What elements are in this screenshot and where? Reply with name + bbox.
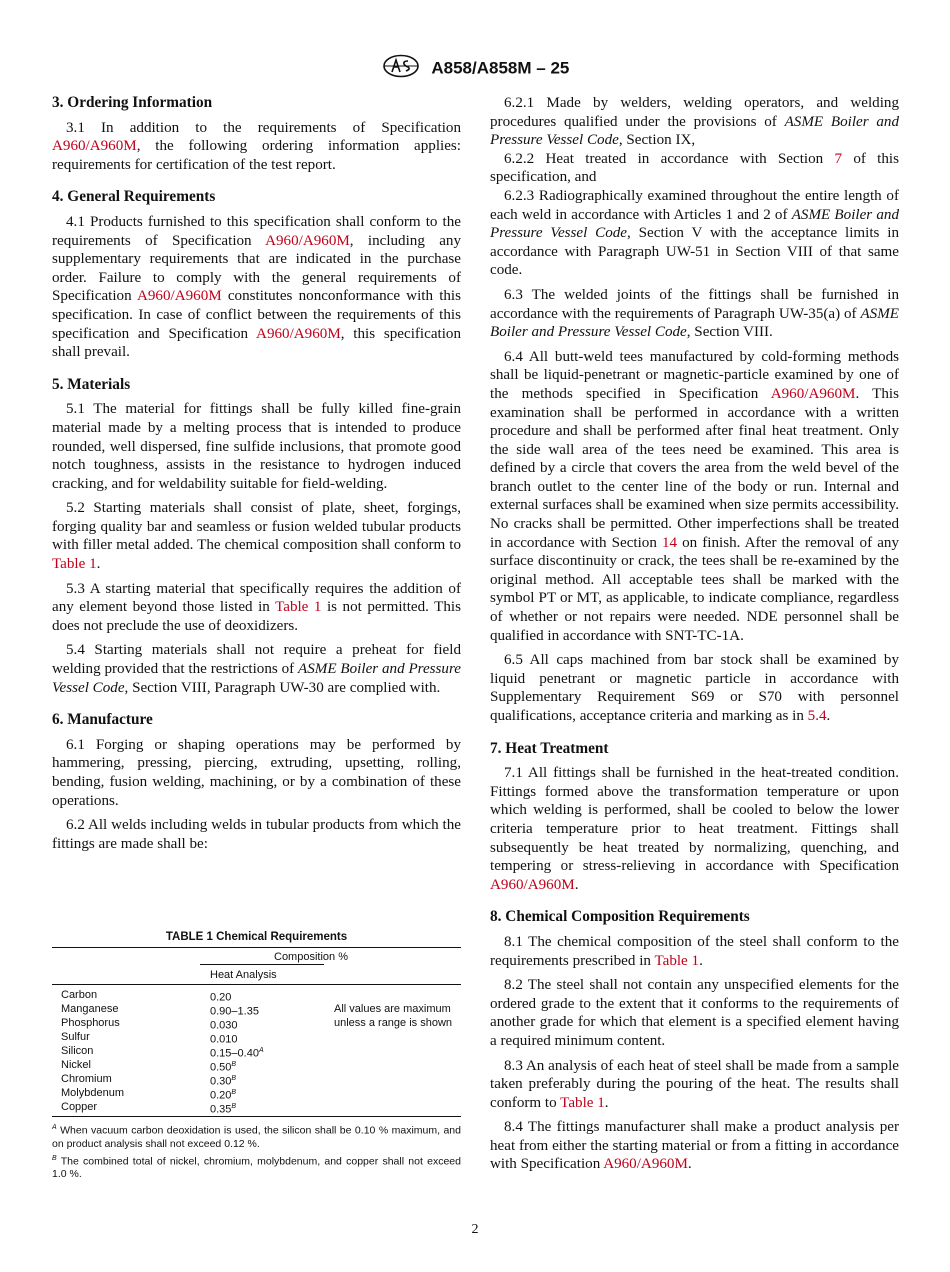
ref-link-a960[interactable]: A960/A960M: [770, 385, 856, 402]
section-heading: 4. General Requirements: [52, 188, 216, 206]
paragraph-6-5: 6.5 All caps machined from bar stock shall be examined by liquid penetrant or magnetic particle in accordance with Supplementary Requirement S69 or S70 with personnel qualifications, acceptance criteria and marking as in 5.4.: [490, 652, 899, 724]
paragraph-6-2-2: 6.2.2 Heat treated in accordance with Section 7 of this specification, and: [490, 150, 899, 186]
page-number: 2: [471, 1222, 479, 1237]
left-column: [52, 94, 461, 867]
ref-link-table-1[interactable]: Table 1: [275, 599, 322, 616]
paragraph-6-3: 6.3 The welded joints of the fittings shall be furnished in accordance with the requirements of Paragraph UW-35(a) of ASME Boiler and Pressure Vessel Code, Section VIII.: [490, 286, 899, 341]
ref-link-section-14[interactable]: 14: [661, 534, 678, 551]
table-header-composition: Composition %: [274, 951, 348, 963]
ref-link-section-7[interactable]: 7: [834, 150, 843, 167]
table-footnote-a: $^A$ When vacuum carbon deoxidation is used, the silicon shall be 0.10 % maximum, and on product analysis shall not exceed 0.12 %.: [52, 1124, 461, 1150]
table-caption: TABLE 1 Chemical Requirements: [165, 931, 348, 943]
section-7: [490, 740, 899, 895]
paragraph-5-3: 5.3 A starting material that specifically requires the addition of any element beyond those listed in Table 1 is not permitted. This does not preclude the use of deoxidizers.: [52, 580, 461, 634]
paragraph-8-1: 8.1 The chemical composition of the steel shall conform to the requirements prescribed in Table 1.: [490, 933, 899, 969]
table-row: Copper $0.35^B$: [61, 1101, 237, 1116]
section-heading: 8. Chemical Composition Requirements: [490, 908, 750, 926]
section-6: [52, 711, 461, 853]
section-5: [52, 376, 461, 698]
astm-logo-icon: [381, 54, 421, 83]
paragraph-8-2: 8.2 The steel shall not contain any unspecified elements for the ordered grade to the extent that it conforms to the requirements of another grade for which that element is a specified element having a required minimum content.: [490, 977, 899, 1049]
paragraph-6-2-1: 6.2.1 Made by welders, welding operators, and welding procedures qualified under the provisions of ASME Boiler and Pressure Vessel Code, Section IX,: [490, 95, 899, 149]
paragraph-5-4: 5.4 Starting materials shall not require a preheat for field welding provided that the restrictions of ASME Boiler and Pressure Vessel Code, Section VIII, Paragraph UW-30 are complied with.: [52, 642, 461, 696]
section-heading: 7. Heat Treatment: [490, 739, 609, 757]
table-row: Silicon $0.15-0.40^A$: [61, 1045, 264, 1060]
table-row: Sulfur 0.010: [61, 1031, 238, 1046]
table-row: Manganese 0.90–1.35: [61, 1003, 259, 1018]
table-1-chemical-requirements: [52, 931, 461, 1181]
paragraph-5-2: 5.2 Starting materials shall consist of plate, sheet, forgings, forging quality bar and seamless or fusion welded tubular products with filler metal added. The chemical composition shall conform to Table 1.: [52, 500, 461, 573]
paragraph-6-1: 6.1 Forging or shaping operations may be performed by hammering, pressing, piercing, extruding, upsetting, rolling, bending, fusion welding, machining, or by a combination of these operations.: [52, 736, 461, 809]
paragraph-8-3: 8.3 An analysis of each heat of steel shall be made from a sample taken preferably during the pouring of the heat. The results shall conform to Table 1.: [490, 1057, 899, 1111]
ref-link-a960[interactable]: A960/A960M: [52, 138, 137, 155]
paragraph-6-2: 6.2 All welds including welds in tubular products from which the fittings are made shall be:: [52, 817, 461, 852]
ref-link-a960[interactable]: A960/A960M: [490, 876, 575, 893]
ref-link-a960[interactable]: A960/A960M: [256, 325, 341, 342]
ref-link-a960[interactable]: A960/A960M: [603, 1156, 688, 1173]
document-header: [0, 54, 950, 83]
ref-link-a960[interactable]: A960/A960M: [136, 288, 222, 305]
table-row: Chromium $0.30^B$: [61, 1073, 237, 1088]
ref-link-a960[interactable]: A960/A960M: [265, 232, 350, 249]
paragraph-8-4: 8.4 The fittings manufacturer shall make a product analysis per heat from either the starting material or from a fitting in accordance with Specification A960/A960M.: [490, 1119, 899, 1173]
table-note: All values are maximum unless a range is shown: [334, 1003, 453, 1029]
section-8: [490, 908, 899, 1174]
ref-link-table-1[interactable]: Table 1: [654, 952, 700, 969]
standard-designation: A858/A858M – 25: [431, 58, 570, 78]
table-footnote-b: $^B$ The combined total of nickel, chromium, molybdenum, and copper shall not exceed 1.0 %.: [52, 1154, 461, 1180]
paragraph-7-1: 7.1 All fittings shall be furnished in the heat-treated condition. Fittings formed above the transformation temperature or upon which welding is performed, shall be cooled to below the lower criteria temperature prior to heat treatment. Fittings shall subsequently be heat treated by normalizing, quenching, and tempering or stress-relieving in accordance with Specification A960/A960M.: [490, 765, 899, 893]
section-4: [52, 188, 461, 361]
paragraph-6-2-3: 6.2.3 Radiographically examined throughout the entire length of each weld in accordance with Articles 1 and 2 of ASME Boiler and Pressure Vessel Code, Section V with the acceptance limits in accordance with Paragraph UW-51 in Section VIII of that same code.: [490, 187, 900, 279]
ref-link-table-1[interactable]: Table 1: [560, 1094, 605, 1111]
right-column: [490, 94, 899, 1188]
table-header-heat-analysis: Heat Analysis: [52, 966, 461, 985]
ref-link-5-4[interactable]: 5.4: [807, 708, 827, 724]
table-row: Phosphorus 0.030: [61, 1017, 238, 1032]
paragraph-4-1: 4.1 Products furnished to this specification shall conform to the requirements of Specification A960/A960M, including any supplementary requirements that are indicated in the purchase order. Failure to comply with the general requirements of Specification A960/A960M constitutes nonconformance with this specification. In case of conflict between the requirements of this specification and Specification A960/A960M, this specification shall prevail.: [52, 213, 462, 361]
section-3: [52, 94, 461, 174]
paragraph-5-1: 5.1 The material for fittings shall be fully killed fine-grain material made by a melting process that is intended to produce rounded, well dispersed, fine sulfide inclusions, that promote good notch toughness, assists in the resistance to hydrogen induced cracking, and for weldability suitable for field-welding.: [52, 401, 461, 492]
table-row: Carbon 0.20: [61, 989, 232, 1004]
table-row: Molybdenum $0.20^B$: [61, 1087, 237, 1102]
table-row: Nickel $0.50^B$: [61, 1059, 237, 1074]
paragraph-3-1: 3.1 In addition to the requirements of Specification A960/A960M, the following ordering information applies: requirements for certification of the test report.: [52, 119, 461, 173]
table-body: [52, 985, 461, 1114]
ref-link-table-1[interactable]: Table 1: [52, 556, 97, 573]
section-heading: 3. Ordering Information: [52, 94, 213, 111]
section-heading: 5. Materials: [52, 375, 131, 393]
section-heading: 6. Manufacture: [52, 711, 153, 729]
paragraph-6-4: 6.4 All butt-weld tees manufactured by cold-forming methods shall be liquid-penetrant or magnetic-particle examined by one of the methods specified in Specification A960/A960M. This examination shall be performed in accordance with a written procedure and shall be performed after final heat treatment. Only the side wall area of the tees need be examined. This area is defined by a circle that covers the area from the weld bevel of the branch outlet to the center line of the body or run. Internal and external surfaces shall be examined when size permits accessibility. No cracks shall be permitted. Other imperfections shall be treated in accordance with Section 14 on finish. After the removal of any surface discontinuity or crack, the tees shall be re-examined by the original method. All acceptable tees shall be marked with the symbol PT or MT, as applicable, to indicate compliance, regardless of whether or not repairs were needed. NDE personnel shall be qualified in accordance with SNT-TC-1A.: [490, 348, 899, 644]
